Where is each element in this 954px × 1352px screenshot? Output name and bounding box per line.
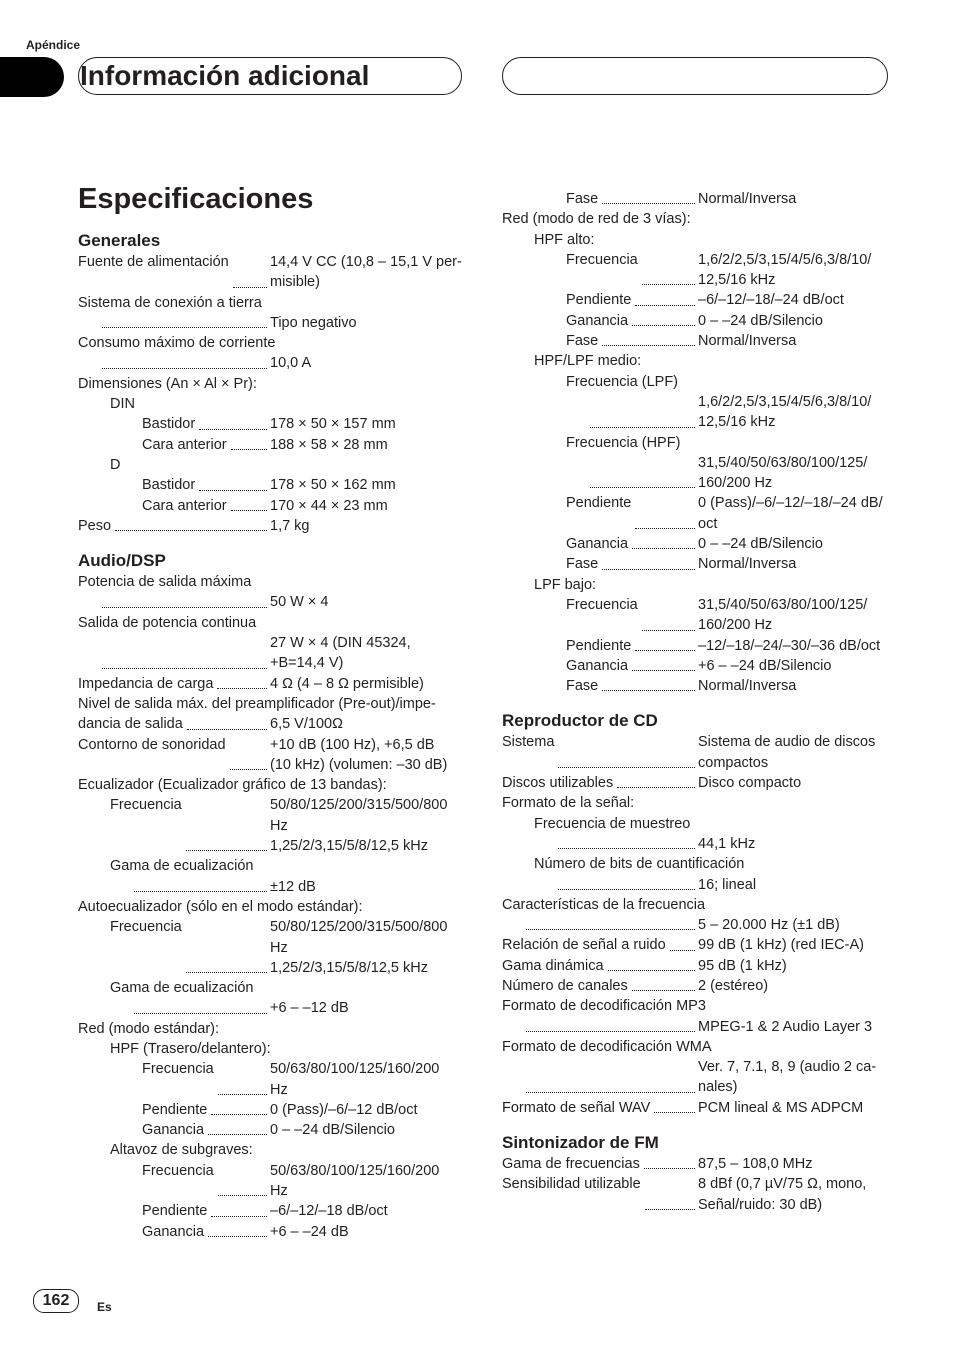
spec-row <box>78 877 463 897</box>
spec-value-line: 0 (Pass)/–6/–12 dB/oct <box>270 1101 418 1118</box>
dot-leader <box>632 534 695 549</box>
spec-value-line: 1,6/2/2,5/3,15/4/5/6,3/8/10/ <box>698 393 872 410</box>
spec-row-label: Pendiente <box>566 292 632 309</box>
spec-label: D <box>110 456 121 473</box>
dot-leader <box>102 633 267 669</box>
section-heading: Sintonizador de FM <box>502 1133 659 1153</box>
spec-label: Red (modo estándar): <box>78 1020 220 1037</box>
spec-label: Formato de la señal: <box>502 795 635 812</box>
spec-value-line: Normal/Inversa <box>698 556 797 573</box>
spec-value-line: –6/–12/–18/–24 dB/oct <box>698 292 844 309</box>
spec-value-line: 5 – 20.000 Hz (±1 dB) <box>698 917 840 934</box>
spec-row-label: Cara anterior <box>142 497 227 514</box>
dot-leader <box>199 475 267 490</box>
dot-leader <box>231 435 267 450</box>
spec-value-line: –12/–18/–24/–30/–36 dB/oct <box>698 637 881 654</box>
spec-row-label: dancia de salida <box>78 716 183 733</box>
spec-value-line: 1,6/2/2,5/3,15/4/5/6,3/8/10/ <box>698 251 872 268</box>
spec-row-value <box>698 834 890 854</box>
spec-row <box>502 1154 890 1174</box>
spec-row-value <box>698 331 890 351</box>
spec-row <box>78 998 463 1018</box>
spec-row-label: Ganancia <box>566 536 629 553</box>
spec-value-line: 95 dB (1 kHz) <box>698 957 787 974</box>
spec-value-line: Hz <box>270 817 288 834</box>
spec-row-label: Ganancia <box>142 1223 205 1240</box>
spec-column-right <box>502 189 890 1215</box>
spec-value-line: 170 × 44 × 23 mm <box>270 497 388 514</box>
spec-row-label: Frecuencia <box>566 251 638 268</box>
dot-leader <box>211 1100 267 1115</box>
spec-row <box>78 496 463 516</box>
spec-row-label: Frecuencia <box>110 797 182 814</box>
dot-leader <box>526 915 695 930</box>
spec-row-value <box>270 313 463 333</box>
spec-row-label: Sensibilidad utilizable <box>502 1176 641 1193</box>
spec-value-line: compactos <box>698 754 769 771</box>
dot-leader <box>654 1098 695 1113</box>
spec-value-line: Normal/Inversa <box>698 191 797 207</box>
spec-row <box>78 516 463 536</box>
spec-label: Dimensiones (An × Al × Pr): <box>78 375 257 392</box>
spec-value-line: ±12 dB <box>270 878 316 895</box>
spec-label: Nivel de salida máx. del preamplificador (Pre-out)/impe- <box>78 695 436 712</box>
spec-value-line: 8 dBf (0,7 µV/75 Ω, mono, <box>698 1176 867 1193</box>
spec-value-line: 31,5/40/50/63/80/100/125/ <box>698 596 868 613</box>
spec-row-value <box>698 1154 890 1174</box>
section-tab <box>0 57 64 97</box>
spec-row <box>78 1120 463 1140</box>
dot-leader <box>635 290 695 305</box>
spec-row-label: Frecuencia <box>566 596 638 613</box>
spec-row <box>502 554 890 574</box>
spec-row-value <box>698 656 890 676</box>
spec-label: Gama de ecualización <box>110 980 254 997</box>
spec-row <box>502 1057 890 1098</box>
spec-column-left <box>78 230 463 1242</box>
dot-leader <box>102 353 267 368</box>
spec-row-label: Pendiente <box>566 637 632 654</box>
spec-row <box>502 732 890 773</box>
dot-leader <box>642 250 695 286</box>
spec-row-value <box>270 633 463 674</box>
spec-value-line: Señal/ruido: 30 dB) <box>698 1196 823 1213</box>
spec-value-line: 1,25/2/3,15/5/8/12,5 kHz <box>270 959 428 976</box>
spec-value-line: +6 – –24 dB <box>270 1223 349 1240</box>
spec-row <box>502 189 890 209</box>
spec-row-label: Frecuencia <box>110 919 182 936</box>
spec-row-value <box>698 915 890 935</box>
spec-value-line: 178 × 50 × 157 mm <box>270 416 396 433</box>
spec-row-label: Fase <box>566 333 599 350</box>
dot-leader <box>608 956 695 971</box>
dot-leader <box>635 493 695 529</box>
spec-row-value <box>270 1100 463 1120</box>
spec-row-value <box>270 1120 463 1140</box>
spec-value-line: 2 (estéreo) <box>698 977 769 994</box>
spec-value-line: Ver. 7, 7.1, 8, 9 (audio 2 ca- <box>698 1059 877 1076</box>
spec-row-value <box>698 875 890 895</box>
spec-label: Autoecualizador (sólo en el modo estándar): <box>78 898 363 915</box>
spec-value-line: 50/63/80/100/125/160/200 <box>270 1162 440 1179</box>
spec-label: LPF bajo: <box>534 576 597 593</box>
spec-label: Sistema de conexión a tierra <box>78 294 262 311</box>
spec-row <box>78 633 463 674</box>
spec-value-line: (10 kHz) (volumen: –30 dB) <box>270 756 448 773</box>
language-label: Es <box>97 1300 112 1314</box>
spec-row-value <box>698 250 890 291</box>
spec-row-value <box>270 414 463 434</box>
spec-row-value <box>698 453 890 494</box>
dot-leader <box>233 252 267 288</box>
spec-row-value <box>270 1222 463 1242</box>
spec-value-line: 44,1 kHz <box>698 835 756 852</box>
spec-row <box>502 453 890 494</box>
spec-row-label: Fase <box>566 678 599 695</box>
spec-row-label: Frecuencia <box>142 1061 214 1078</box>
section-title: Información adicional <box>80 60 370 91</box>
spec-row <box>78 592 463 612</box>
spec-row-value <box>270 592 463 612</box>
spec-value-line: 87,5 – 108,0 MHz <box>698 1156 813 1173</box>
page-heading: Especificaciones <box>78 183 314 215</box>
spec-row <box>502 875 890 895</box>
spec-row-label: Pendiente <box>566 495 632 512</box>
spec-value-line: 1,25/2/3,15/5/8/12,5 kHz <box>270 838 428 855</box>
spec-row-value <box>698 392 890 433</box>
spec-row-value <box>270 735 463 776</box>
dot-leader <box>632 656 695 671</box>
spec-row-label: Impedancia de carga <box>78 675 214 692</box>
spec-row-label: Fuente de alimentación <box>78 254 229 270</box>
spec-value-line: 4 Ω (4 – 8 Ω permisible) <box>270 675 424 692</box>
spec-row-value <box>698 554 890 574</box>
dot-leader <box>602 676 695 691</box>
spec-row-value <box>270 475 463 495</box>
spec-value-line: 27 W × 4 (DIN 45324, <box>270 635 411 652</box>
spec-value-line: +10 dB (100 Hz), +6,5 dB <box>270 736 435 753</box>
spec-row <box>502 1017 890 1037</box>
spec-value-line: 0 – –24 dB/Silencio <box>270 1122 395 1139</box>
dot-leader <box>558 834 695 849</box>
dot-leader <box>602 189 695 204</box>
dot-leader <box>632 976 695 991</box>
spec-row-value <box>270 714 463 734</box>
spec-value-line: 50/80/125/200/315/500/800 <box>270 797 448 814</box>
spec-row-label: Ganancia <box>142 1122 205 1139</box>
spec-row-label: Gama de frecuencias <box>502 1156 640 1173</box>
spec-value-line: 0 – –24 dB/Silencio <box>698 312 823 329</box>
spec-row <box>78 674 463 694</box>
spec-value-line: 12,5/16 kHz <box>698 272 776 289</box>
spec-row <box>502 773 890 793</box>
spec-row <box>78 795 463 856</box>
dot-leader <box>230 735 267 771</box>
spec-row-value <box>270 877 463 897</box>
spec-value-line: 0 (Pass)/–6/–12/–18/–24 dB/ <box>698 495 883 512</box>
spec-row-value <box>698 956 890 976</box>
spec-row-value <box>270 1161 463 1202</box>
spec-label: Formato de decodificación WMA <box>502 1038 712 1055</box>
spec-label: HPF/LPF medio: <box>534 353 642 370</box>
spec-label: Consumo máximo de corriente <box>78 335 276 352</box>
spec-row-label: Peso <box>78 517 112 534</box>
spec-row-value <box>270 496 463 516</box>
spec-row-value <box>698 676 890 696</box>
spec-label: Número de bits de cuantificación <box>534 856 745 873</box>
spec-value-line: 160/200 Hz <box>698 617 773 634</box>
spec-row-label: Frecuencia <box>142 1162 214 1179</box>
spec-label: DIN <box>110 396 135 413</box>
spec-row <box>502 1098 890 1118</box>
spec-row <box>78 313 463 333</box>
spec-row <box>502 493 890 534</box>
dot-leader <box>644 1154 695 1169</box>
spec-row <box>78 735 463 776</box>
dot-leader <box>186 795 267 851</box>
dot-leader <box>670 935 695 950</box>
spec-value-line: +6 – –12 dB <box>270 1000 349 1017</box>
spec-value-line: +6 – –24 dB/Silencio <box>698 657 832 674</box>
appendix-label: Apéndice <box>26 38 81 52</box>
spec-row <box>78 1059 463 1100</box>
spec-row-value <box>270 516 463 536</box>
spec-row-value <box>270 353 463 373</box>
spec-value-line: +B=14,4 V) <box>270 655 344 672</box>
blank-title-frame <box>502 57 888 95</box>
spec-value-line: 31,5/40/50/63/80/100/125/ <box>698 454 868 471</box>
spec-row-value <box>270 1201 463 1221</box>
spec-value-line: 6,5 V/100Ω <box>270 716 343 733</box>
spec-value-line: misible) <box>270 274 320 291</box>
spec-row-label: Relación de señal a ruido <box>502 937 666 954</box>
spec-row-value <box>698 935 890 955</box>
dot-leader <box>231 496 267 511</box>
spec-label: Altavoz de subgraves: <box>110 1142 253 1159</box>
spec-label: Salida de potencia continua <box>78 614 257 631</box>
spec-row <box>502 656 890 676</box>
spec-value-line: 16; lineal <box>698 876 757 893</box>
spec-value-line: 14,4 V CC (10,8 – 15,1 V per- <box>270 254 462 270</box>
spec-row <box>502 290 890 310</box>
dot-leader <box>102 313 267 328</box>
spec-label: Características de la frecuencia <box>502 896 706 913</box>
dot-leader <box>115 516 267 531</box>
spec-row <box>502 534 890 554</box>
spec-row-value <box>698 290 890 310</box>
dot-leader <box>217 674 267 689</box>
spec-row-label: Fase <box>566 556 599 573</box>
spec-value-line: 178 × 50 × 162 mm <box>270 477 396 494</box>
dot-leader <box>102 592 267 607</box>
spec-value-line: 99 dB (1 kHz) (red IEC-A) <box>698 937 864 954</box>
spec-row <box>502 915 890 935</box>
spec-row-value <box>270 674 463 694</box>
dot-leader <box>186 917 267 973</box>
spec-label: Ecualizador (Ecualizador gráfico de 13 bandas): <box>78 777 387 794</box>
spec-row <box>502 834 890 854</box>
spec-value-line: Tipo negativo <box>270 314 357 331</box>
spec-row-value <box>698 595 890 636</box>
spec-row-value <box>270 252 463 293</box>
dot-leader <box>645 1174 695 1210</box>
spec-label: Gama de ecualización <box>110 858 254 875</box>
spec-row-value <box>698 732 890 773</box>
spec-row-label: Ganancia <box>566 657 629 674</box>
spec-row <box>502 392 890 433</box>
spec-row-value <box>698 311 890 331</box>
spec-row-value <box>698 773 890 793</box>
spec-row <box>502 935 890 955</box>
spec-value-line: Sistema de audio de discos <box>698 734 876 751</box>
spec-label: Red (modo de red de 3 vías): <box>502 211 691 228</box>
spec-row-value <box>270 1059 463 1100</box>
dot-leader <box>218 1059 267 1095</box>
spec-value-line: 50/63/80/100/125/160/200 <box>270 1061 440 1078</box>
spec-row-label: Ganancia <box>566 312 629 329</box>
spec-value-line: 188 × 58 × 28 mm <box>270 436 388 453</box>
spec-row-label: Discos utilizables <box>502 775 614 792</box>
spec-row-value <box>270 795 463 856</box>
dot-leader <box>526 1057 695 1093</box>
spec-value-line: 50 W × 4 <box>270 594 329 611</box>
dot-leader <box>199 414 267 429</box>
spec-value-line: PCM lineal & MS ADPCM <box>698 1099 864 1116</box>
spec-label: HPF alto: <box>534 231 595 248</box>
spec-value-line: 160/200 Hz <box>698 475 773 492</box>
dot-leader <box>590 392 695 428</box>
spec-row-label: Pendiente <box>142 1101 208 1118</box>
spec-label: HPF (Trasero/delantero): <box>110 1040 271 1057</box>
spec-row-value <box>698 636 890 656</box>
dot-leader <box>590 453 695 489</box>
spec-row-value <box>698 976 890 996</box>
spec-row-value <box>698 493 890 534</box>
spec-row <box>78 1100 463 1120</box>
spec-row-value <box>698 534 890 554</box>
spec-value-line: nales) <box>698 1079 738 1096</box>
spec-row <box>502 595 890 636</box>
spec-row-label: Pendiente <box>142 1203 208 1220</box>
spec-value-line: Disco compacto <box>698 775 802 792</box>
spec-row <box>502 676 890 696</box>
dot-leader <box>526 1017 695 1032</box>
spec-row-label: Fase <box>566 191 599 207</box>
spec-value-line: 12,5/16 kHz <box>698 414 776 431</box>
page-number: 162 <box>33 1289 79 1313</box>
section-heading: Generales <box>78 231 161 250</box>
dot-leader <box>558 875 695 890</box>
dot-leader <box>208 1120 267 1135</box>
spec-row-label: Sistema <box>502 734 555 751</box>
spec-label: Formato de decodificación MP3 <box>502 998 706 1015</box>
spec-row <box>502 956 890 976</box>
spec-label: Potencia de salida máxima <box>78 574 252 591</box>
spec-row <box>78 917 463 978</box>
spec-row <box>78 414 463 434</box>
spec-value-line: Hz <box>270 1183 288 1200</box>
spec-row <box>502 311 890 331</box>
dot-leader <box>632 311 695 326</box>
dot-leader <box>617 773 695 788</box>
spec-row <box>78 475 463 495</box>
spec-value-line: 50/80/125/200/315/500/800 <box>270 919 448 936</box>
spec-row-value <box>698 1098 890 1118</box>
spec-value-line: Normal/Inversa <box>698 333 797 350</box>
dot-leader <box>208 1222 267 1237</box>
spec-row-label: Bastidor <box>142 477 196 494</box>
section-heading: Reproductor de CD <box>502 711 658 731</box>
spec-label: Frecuencia (HPF) <box>566 434 681 451</box>
spec-label: Frecuencia (LPF) <box>566 373 679 390</box>
spec-value-line: 10,0 A <box>270 355 312 372</box>
spec-row-value <box>698 1174 890 1215</box>
spec-row <box>78 353 463 373</box>
dot-leader <box>642 595 695 631</box>
spec-row <box>502 976 890 996</box>
spec-row-label: Cara anterior <box>142 436 227 453</box>
spec-row <box>78 435 463 455</box>
spec-row-value <box>698 1017 890 1037</box>
spec-label: Frecuencia de muestreo <box>534 815 691 832</box>
spec-row <box>78 714 463 734</box>
spec-row-label: Formato de señal WAV <box>502 1099 651 1116</box>
spec-value-line: Hz <box>270 939 288 956</box>
spec-row <box>78 1161 463 1202</box>
spec-value-line: Hz <box>270 1081 288 1098</box>
spec-row-value <box>698 1057 890 1098</box>
spec-row <box>78 1201 463 1221</box>
spec-row-label: Contorno de sonoridad <box>78 736 226 753</box>
spec-row <box>502 250 890 291</box>
dot-leader <box>211 1201 267 1216</box>
spec-row-label: Gama dinámica <box>502 957 604 974</box>
dot-leader <box>602 554 695 569</box>
spec-value-line: MPEG-1 & 2 Audio Layer 3 <box>698 1018 873 1035</box>
dot-leader <box>187 714 267 729</box>
spec-row <box>502 331 890 351</box>
dot-leader <box>218 1161 267 1197</box>
spec-value-line: 0 – –24 dB/Silencio <box>698 536 823 553</box>
spec-row <box>502 636 890 656</box>
spec-row <box>78 252 463 293</box>
dot-leader <box>602 331 695 346</box>
spec-value-line: Normal/Inversa <box>698 678 797 695</box>
spec-row-value <box>270 917 463 978</box>
spec-value-line: 1,7 kg <box>270 517 310 534</box>
spec-value-line: oct <box>698 515 718 532</box>
dot-leader <box>558 732 695 768</box>
spec-value-line: –6/–12/–18 dB/oct <box>270 1203 388 1220</box>
spec-row <box>502 1174 890 1215</box>
dot-leader <box>134 998 267 1013</box>
spec-row-value <box>270 998 463 1018</box>
spec-row-label: Número de canales <box>502 977 628 994</box>
spec-row <box>78 1222 463 1242</box>
spec-row-label: Bastidor <box>142 416 196 433</box>
spec-row-value <box>698 189 890 209</box>
section-heading: Audio/DSP <box>78 551 166 571</box>
dot-leader <box>134 877 267 892</box>
dot-leader <box>635 636 695 651</box>
spec-row-value <box>270 435 463 455</box>
